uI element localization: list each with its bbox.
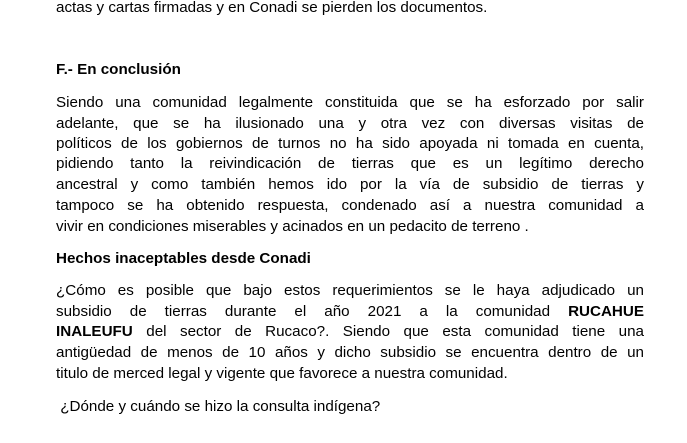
section-hechos-heading: Hechos inaceptables desde Conadi [56,250,311,267]
paragraph-line: adelante, que se ha ilusionado una y otra vez con diversas visitas de [56,115,644,132]
community-name: INALEUFU [56,323,133,340]
top-line: actas y cartas firmadas y en Conadi se pierden los documentos. [56,0,488,16]
paragraph-line: pidiendo tanto la reivindicación de tierras que es un legítimo derecho [56,155,644,172]
consulta-question: ¿Dónde y cuándo se hizo la consulta indígena? [56,398,381,415]
line-text: subsidio de tierras durante el año 2021 a la comunidad [56,303,569,320]
paragraph-line: ancestral y como también hemos ido por la vía de subsidio de tierras y [56,176,644,193]
paragraph-line: ¿Cómo es posible que bajo estos requerimientos se le haya adjudicado un [56,282,644,299]
paragraph-line [56,302,644,322]
paragraph-line [56,322,644,342]
line-text: del sector de Rucaco?. Siendo que esta comunidad tiene una [132,323,644,340]
paragraph-line: titulo de merced legal y vigente que favorece a nuestra comunidad. [56,365,508,382]
paragraph-line: antigüedad de menos de 10 años y dicho subsidio se encuentra dentro de un [56,344,644,361]
paragraph-line: Siendo una comunidad legalmente constituida que se ha esforzado por salir [56,94,644,111]
paragraph-line: políticos de los gobiernos de turnos no ha sido apoyada ni tomada en cuenta, [56,135,644,152]
paragraph-line: vivir en condiciones miserables y acinados en un pedacito de terreno . [56,218,529,235]
community-name: RUCAHUE [568,303,644,320]
section-f-heading: F.- En conclusión [56,61,181,78]
paragraph-line: tampoco se ha obtenido respuesta, condenado así a nuestra comunidad a [56,197,644,214]
